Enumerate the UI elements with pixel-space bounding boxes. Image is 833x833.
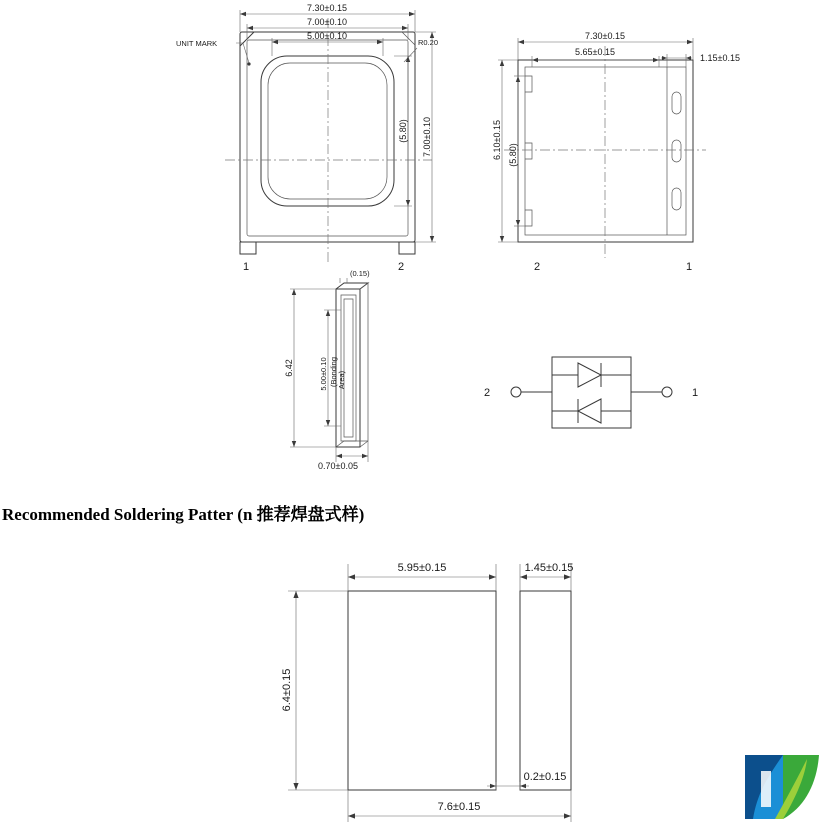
arrow [336, 454, 342, 458]
side-view-bottom-face [336, 441, 368, 447]
circuit-terminal-1-label: 1 [692, 387, 699, 399]
bottom-dim-565-label: 5.65±0.15 [575, 47, 615, 57]
pad-dim-145-label: 1.45±0.15 [524, 562, 574, 574]
top-view-lens [261, 56, 394, 206]
side-view-body [336, 289, 360, 447]
arrow [518, 40, 524, 44]
arrow [564, 813, 571, 818]
company-logo [739, 749, 825, 827]
side-dim-500-label: 5.00±0.10 [319, 357, 328, 391]
side-view-side-face [360, 283, 368, 447]
corner-radius-label: R0.20 [418, 38, 439, 47]
section-heading: Recommended Soldering Patter (n 推荐焊盘式样) [2, 505, 365, 524]
top-dim-v580-label: (5.80) [398, 119, 408, 143]
arrow [362, 454, 368, 458]
top-view-pin2: 2 [398, 261, 405, 273]
top-view-outer-body [240, 32, 415, 242]
solder-pad-large [348, 591, 496, 790]
arrow [686, 56, 691, 60]
top-dim-500-label: 5.00±0.10 [307, 31, 347, 41]
side-view-cavity [344, 299, 353, 437]
bottom-view-notch-l2 [525, 143, 532, 159]
side-view-body-inner [341, 295, 356, 441]
arrow [490, 784, 496, 789]
bottom-dim-730-label: 7.30±0.15 [585, 31, 625, 41]
side-dim-bonding-note2: Area) [337, 370, 346, 390]
pad-dim-595-label: 5.95±0.15 [397, 562, 447, 574]
arrow [293, 591, 298, 598]
arrow [292, 441, 296, 447]
arrow [520, 574, 527, 579]
bottom-dim-580-label: (5.80) [508, 143, 518, 167]
arrow [348, 813, 355, 818]
pad-dim-76-label: 7.6±0.15 [437, 801, 481, 813]
arrow [430, 32, 434, 38]
solder-pad-small [520, 591, 571, 790]
top-view-pin1: 1 [243, 261, 250, 273]
arrow [662, 56, 667, 60]
side-view-group [284, 269, 370, 471]
arrow [377, 40, 383, 44]
bottom-view-pin2: 2 [534, 261, 541, 273]
arrow [532, 58, 538, 62]
arrow [489, 574, 496, 579]
bottom-view-group [492, 31, 740, 273]
arrow [653, 58, 659, 62]
arrow [402, 26, 408, 30]
arrow [240, 12, 246, 16]
arrow [500, 236, 504, 242]
bottom-view-notch-l1 [525, 76, 532, 92]
pad-dim-02-label: 0.2±0.15 [523, 771, 567, 783]
circuit-diode-upper [578, 363, 601, 387]
pad-dim-64-label: 6.4±0.15 [281, 668, 293, 712]
logo-white-bar [761, 771, 771, 807]
arrow [293, 783, 298, 790]
side-dim-070-label: 0.70±0.05 [318, 461, 358, 471]
arrow [348, 574, 355, 579]
top-view-group [176, 3, 438, 273]
side-dim-642-label: 6.42 [284, 359, 294, 377]
top-view-corner-radius-mark [402, 32, 415, 45]
arrow [430, 236, 434, 242]
unit-mark-label: UNIT MARK [176, 39, 218, 48]
arrow [247, 26, 253, 30]
circuit-diagram-group [484, 357, 698, 428]
arrow [564, 574, 571, 579]
arrow [409, 12, 415, 16]
side-dim-015-label: (0.15) [350, 269, 370, 278]
arrow [516, 220, 520, 226]
circuit-terminal-2-label: 2 [484, 387, 491, 399]
circuit-body-box [552, 357, 631, 428]
top-dim-v700-label: 7.00±0.10 [422, 117, 432, 157]
bottom-dim-610-label: 6.10±0.15 [492, 120, 502, 160]
bottom-view-inner-body [525, 67, 686, 235]
top-view-pad-left [240, 242, 256, 254]
circuit-terminal-1-node [662, 387, 672, 397]
bottom-dim-115-label: 1.15±0.15 [700, 53, 740, 63]
unit-mark-dot [247, 62, 250, 65]
arrow [500, 60, 504, 66]
top-view-pad-right [399, 242, 415, 254]
top-dim-730-label: 7.30±0.15 [307, 3, 347, 13]
arrow [326, 310, 330, 316]
circuit-diode-lower [578, 399, 601, 423]
arrow [406, 200, 410, 206]
arrow [687, 40, 693, 44]
arrow [516, 76, 520, 82]
bottom-view-slot-3 [672, 188, 681, 210]
arrow [326, 420, 330, 426]
top-view-lens-inner [268, 63, 387, 199]
side-dim-bonding-note1: (Bonding [329, 356, 338, 388]
circuit-terminal-2-node [511, 387, 521, 397]
bottom-view-notch-l3 [525, 210, 532, 226]
arrow [272, 40, 278, 44]
top-dim-700-label: 7.00±0.10 [307, 17, 347, 27]
bottom-view-slot-1 [672, 92, 681, 114]
bottom-view-slot-2 [672, 140, 681, 162]
soldering-pattern-group [281, 562, 573, 822]
side-view-lens-lip [336, 283, 368, 289]
bottom-view-pin1: 1 [686, 261, 693, 273]
arrow [520, 784, 526, 789]
arrow [292, 289, 296, 295]
top-view-inner-body [247, 40, 408, 236]
